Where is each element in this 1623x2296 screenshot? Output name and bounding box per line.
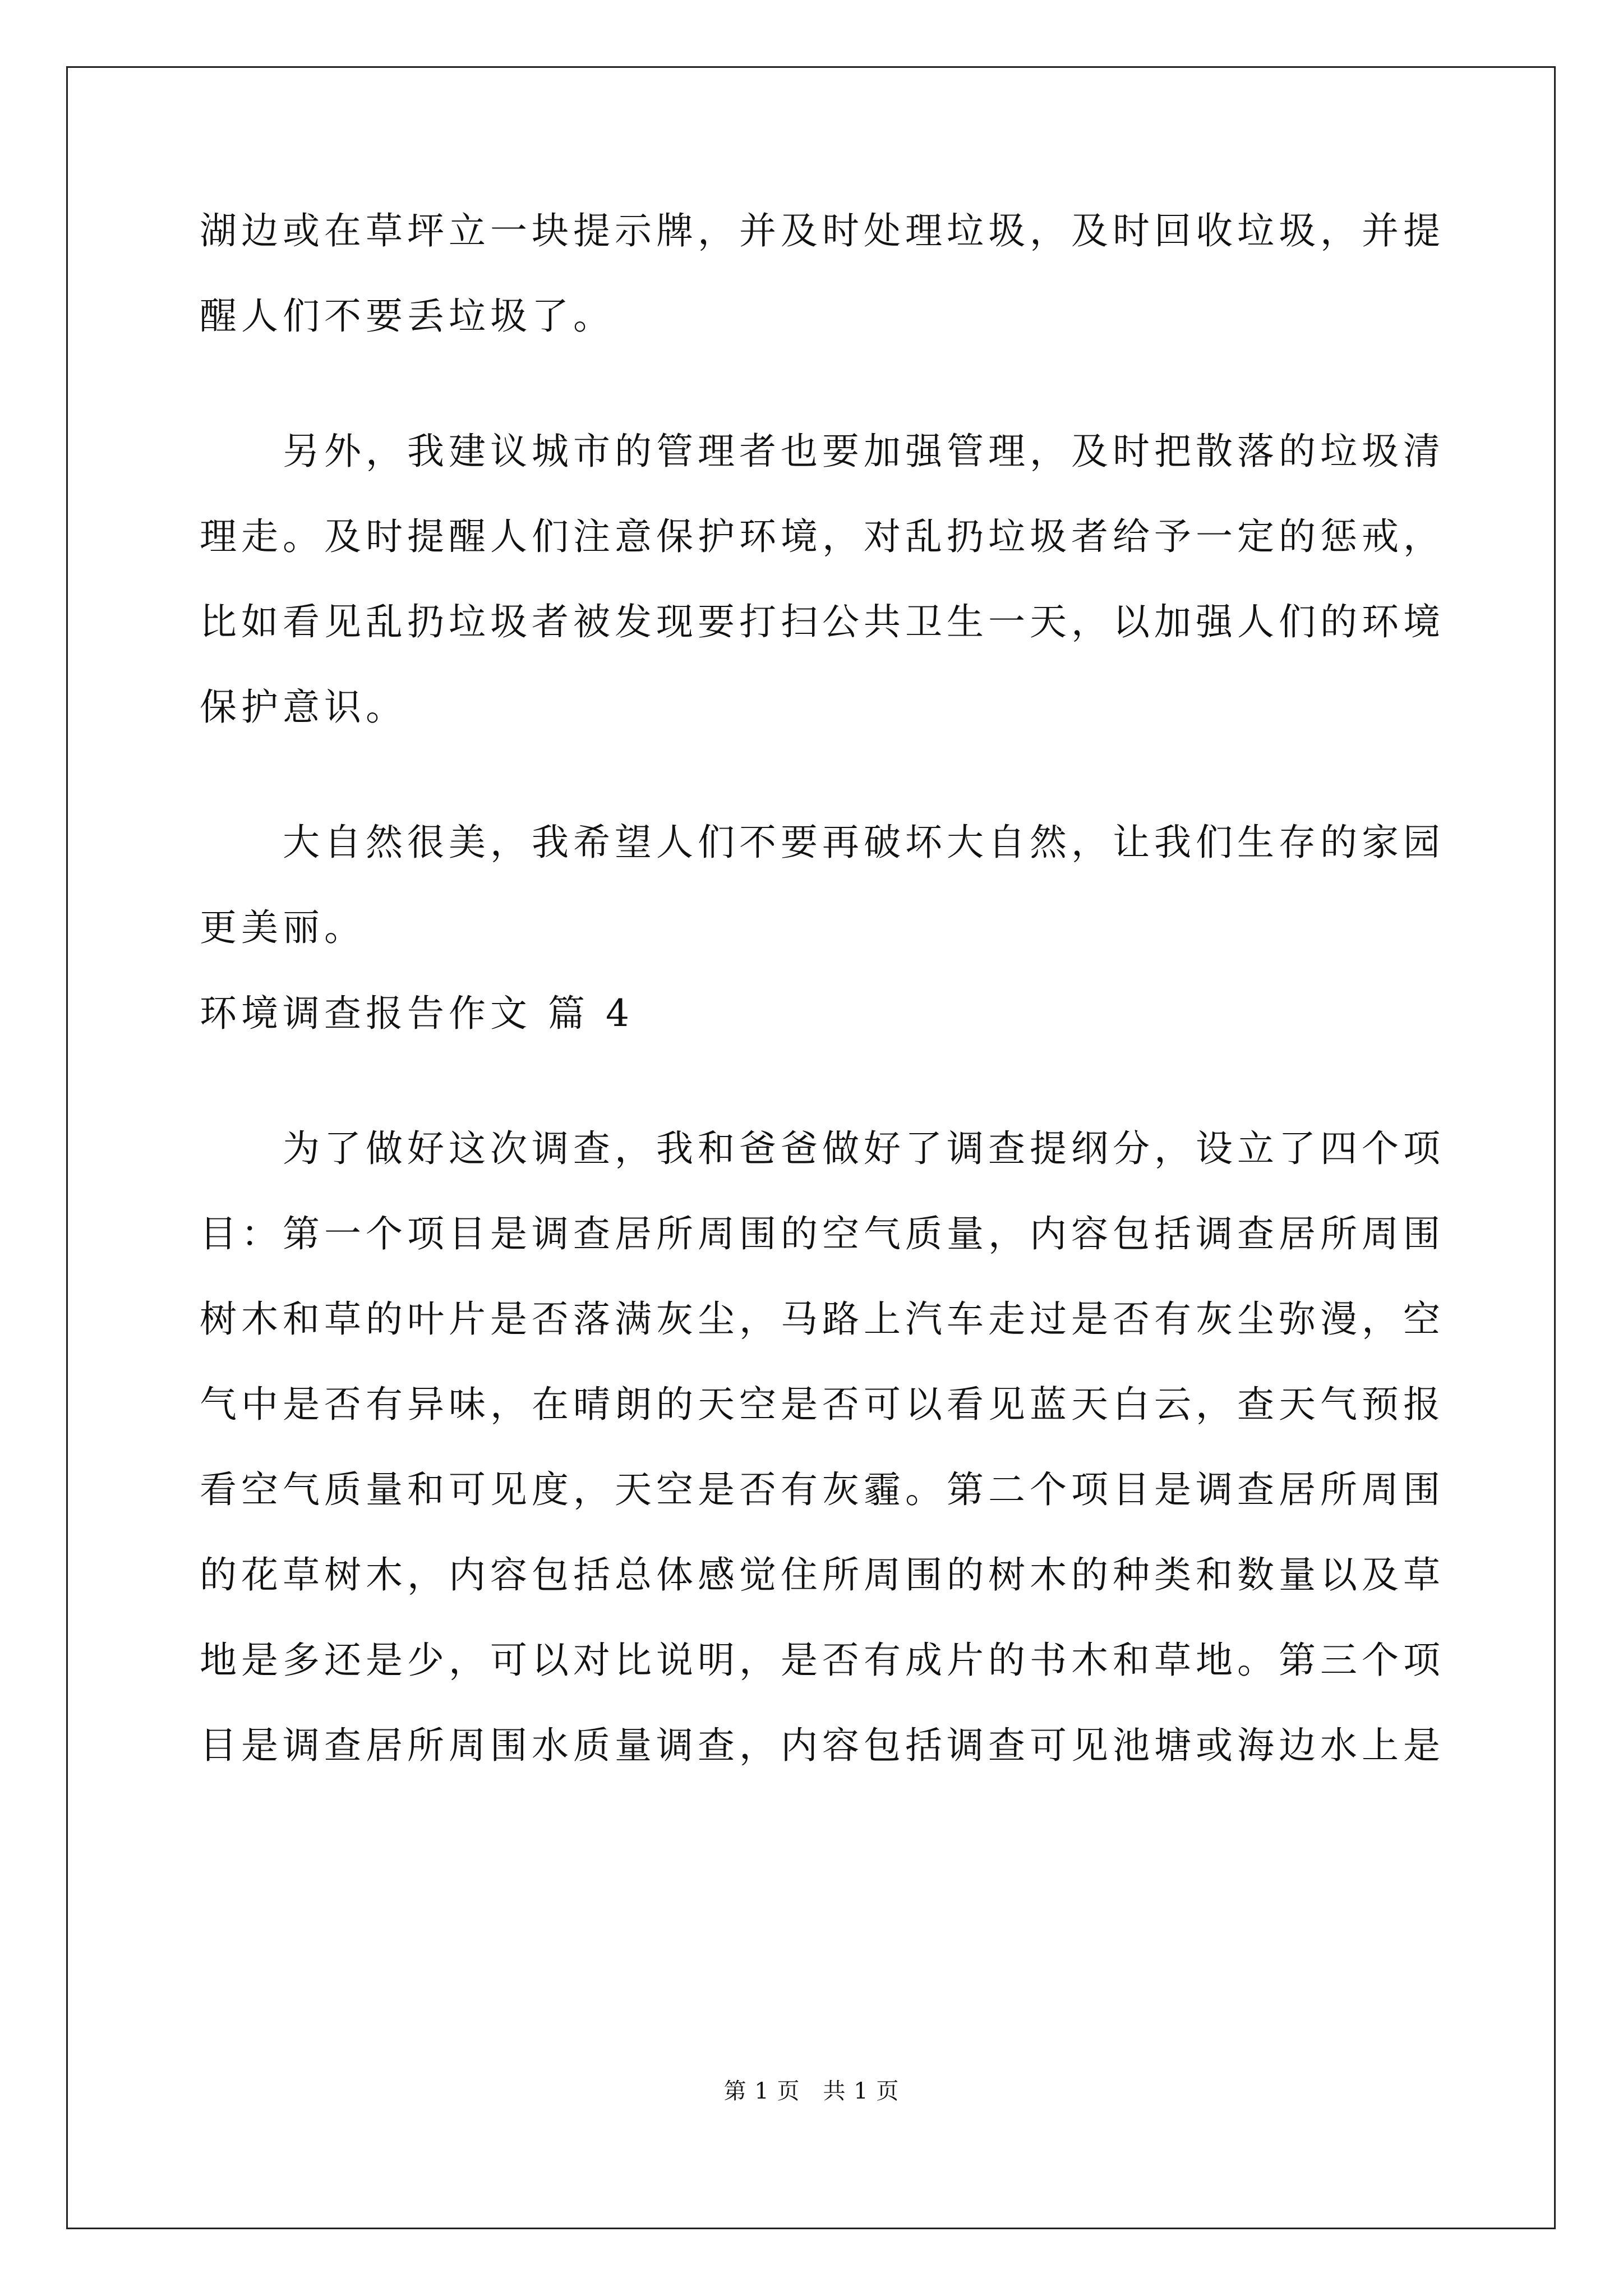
text-line: 比如看见乱扔垃圾者被发现要打扫公共卫生一天，以加强人们的环境: [200, 600, 1445, 643]
text-line: 树木和草的叶片是否落满灰尘，马路上汽车走过是否有灰尘弥漫，空: [200, 1297, 1445, 1341]
text-line: 醒人们不要丢垃圾了。: [200, 295, 615, 338]
text-line: 保护意识。: [200, 685, 407, 729]
text-line: 大自然很美，我希望人们不要再破坏大自然，让我们生存的家园: [200, 821, 1445, 864]
text-line: 为了做好这次调查，我和爸爸做好了调查提纲分，设立了四个项: [200, 1127, 1445, 1170]
text-line: 目是调查居所周围水质量调查，内容包括调查可见池塘或海边水上是: [200, 1724, 1445, 1767]
text-line: 理走。及时提醒人们注意保护环境，对乱扔垃圾者给予一定的惩戒，: [200, 515, 1445, 558]
text-line: 的花草树木，内容包括总体感觉住所周围的树木的种类和数量以及草: [200, 1553, 1445, 1596]
text-line: 看空气质量和可见度，天空是否有灰霾。第二个项目是调查居所周围: [200, 1468, 1445, 1511]
page-footer: [0, 2076, 1623, 2107]
text-line: 气中是否有异味，在晴朗的天空是否可以看见蓝天白云，查天气预报: [200, 1383, 1445, 1426]
section-heading: 环境调查报告作文 篇 4: [200, 992, 634, 1035]
text-line: 地是多还是少，可以对比说明，是否有成片的书木和草地。第三个项: [200, 1639, 1445, 1682]
text-line: 更美丽。: [200, 906, 366, 949]
page-number: 第 1 页 共 1 页: [723, 2078, 900, 2104]
text-line: 另外，我建议城市的管理者也要加强管理，及时把散落的垃圾清: [200, 430, 1445, 473]
text-line: 湖边或在草坪立一块提示牌，并及时处理垃圾，及时回收垃圾，并提: [200, 209, 1445, 252]
text-line: 目：第一个项目是调查居所周围的空气质量，内容包括调查居所周围: [200, 1212, 1445, 1255]
